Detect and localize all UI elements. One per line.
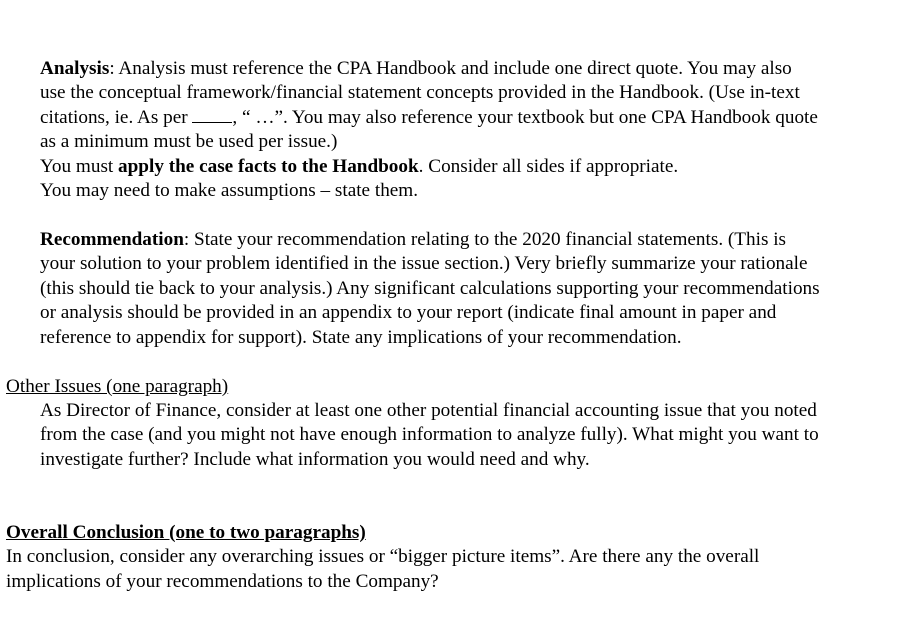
analysis-line-4: as a minimum must be used per issue.): [40, 131, 338, 153]
recommendation-line-5: reference to appendix for support). State any implications of your recommendation.: [40, 326, 682, 348]
conclusion-line-1: In conclusion, consider any overarching issues or “bigger picture items”. Are there any the overall: [6, 546, 760, 568]
recommendation-heading: Recommendation: [40, 229, 184, 250]
analysis-line-6: You may need to make assumptions – state them.: [40, 180, 419, 202]
apply-case-facts-emphasis: apply the case facts to the Handbook: [118, 155, 419, 177]
recommendation-line-3: (this should tie back to your analysis.) Any significant calculations supporting your recommendations: [40, 277, 820, 299]
other-issues-paragraph: [40, 399, 918, 472]
recommendation-line-4: or analysis should be provided in an appendix to your report (indicate final amount in paper and: [40, 302, 777, 324]
analysis-line-5: You must apply the case facts to the Handbook. Consider all sides if appropriate.: [40, 155, 679, 177]
other-issues-heading: Other Issues (one paragraph): [6, 376, 229, 397]
other-issues-line-1: As Director of Finance, consider at least one other potential financial accounting issue that you noted: [40, 400, 817, 421]
recommendation-paragraph: [40, 228, 918, 350]
analysis-line-2: use the conceptual framework/financial statement concepts provided in the Handbook. (Use in-text: [40, 82, 800, 104]
analysis-paragraph: [40, 57, 918, 203]
recommendation-line-2: your solution to your problem identified in the issue section.) Very briefly summarize your rationale: [40, 253, 808, 275]
conclusion-block: [6, 521, 916, 594]
conclusion-heading: Overall Conclusion (one to two paragraphs): [6, 522, 366, 543]
analysis-heading: Analysis: [40, 58, 110, 79]
citation-blank: [192, 106, 232, 123]
other-issues-line-3: investigate further? Include what information you would need and why.: [40, 448, 590, 470]
other-issues-heading-block: [6, 375, 916, 399]
conclusion-line-2: implications of your recommendations to the Company?: [6, 570, 439, 592]
other-issues-line-2: from the case (and you might not have enough information to analyze fully). What might you want to: [40, 424, 819, 446]
recommendation-line-1: Recommendation: State your recommendation relating to the 2020 financial statements. (This is: [40, 229, 787, 250]
analysis-line-3: citations, ie. As per , “ …”. You may also reference your textbook but one CPA Handbook quote: [40, 106, 818, 128]
analysis-line-1: Analysis: Analysis must reference the CPA Handbook and include one direct quote. You may also: [40, 58, 792, 79]
